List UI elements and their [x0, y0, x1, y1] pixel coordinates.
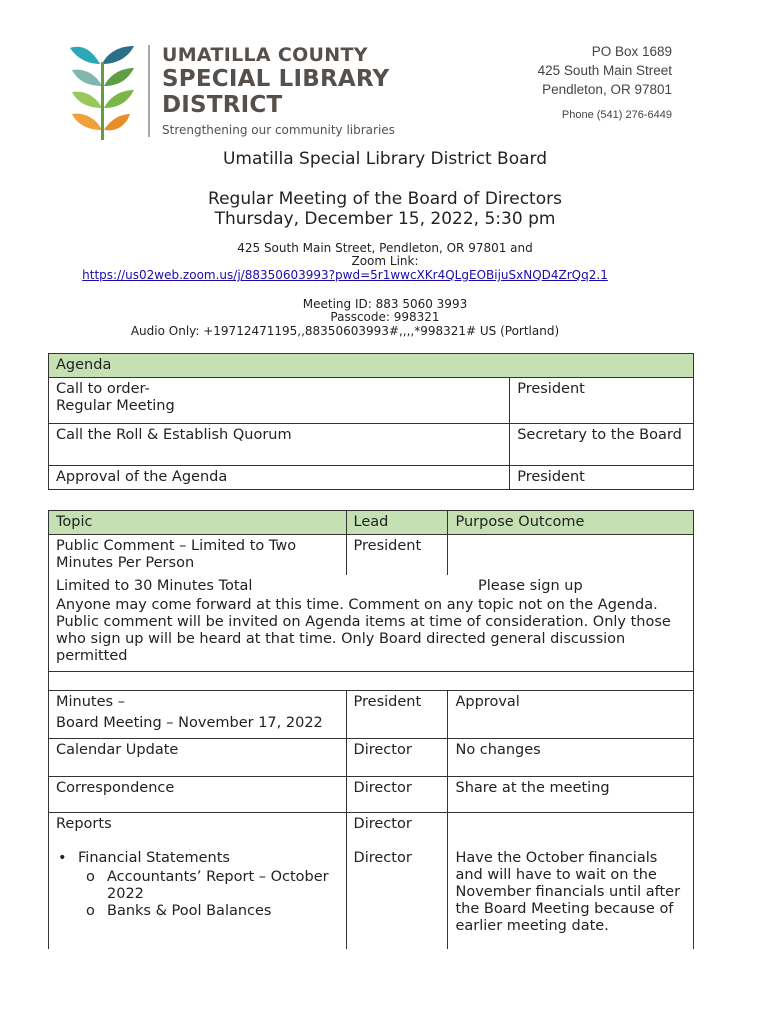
public-comment-details — [49, 575, 694, 672]
outcome-cell: No changes — [448, 739, 694, 777]
lead-cell: President — [346, 691, 448, 739]
table-row — [49, 847, 694, 949]
list-item: o Accountants’ Report – October 2022 — [56, 869, 339, 903]
topic-cell: Public Comment – Limited to Two Minutes Per Person — [49, 535, 347, 576]
table-row — [49, 424, 694, 466]
col-topic: Topic — [49, 511, 347, 535]
org-name-line2: SPECIAL LIBRARY — [162, 66, 390, 92]
phone-number: Phone (541) 276-6449 — [561, 109, 672, 121]
agenda-lead: Secretary to the Board — [510, 424, 694, 466]
list-item: o Banks & Pool Balances — [56, 903, 339, 920]
outcome-cell: Have the October financials and will have to wait on the November financials until after the Board Meeting because of earlier meeting date. — [448, 847, 694, 949]
spacer-cell — [49, 672, 694, 691]
lead-cell: President — [346, 535, 448, 576]
topic-cell: Minutes – Board Meeting – November 17, 2022 — [49, 691, 347, 739]
table-row — [49, 739, 694, 777]
topics-header-row — [49, 511, 694, 535]
outcome-cell: Approval — [448, 691, 694, 739]
lead-cell: Director — [346, 739, 448, 777]
financial-list — [56, 850, 339, 920]
public-comment-limit: Limited to 30 Minutes Total — [56, 578, 253, 594]
topic-cell: Correspondence — [49, 777, 347, 813]
meeting-type: Regular Meeting of the Board of Directors — [208, 189, 562, 209]
public-comment-signup: Please sign up — [478, 578, 583, 594]
agenda-table — [48, 353, 694, 490]
meeting-location: 425 South Main Street, Pendleton, OR 97801 and — [237, 241, 533, 255]
agenda-header-row — [49, 354, 694, 378]
agenda-lead: President — [510, 378, 694, 424]
table-row — [49, 813, 694, 847]
col-outcome: Purpose Outcome — [448, 511, 694, 535]
zoom-label: Zoom Link: — [351, 254, 419, 268]
table-row — [49, 575, 694, 672]
zoom-link[interactable]: https://us02web.zoom.us/j/88350603993?pwd=5r1wwcXKr4QLgEOBijuSxNQD4ZrQq2.1 — [82, 268, 608, 282]
agenda-lead: President — [510, 466, 694, 490]
document-title: Umatilla Special Library District Board — [222, 149, 547, 169]
org-tagline: Strengthening our community libraries — [162, 123, 395, 137]
table-row — [49, 378, 694, 424]
passcode: Passcode: 998321 — [330, 310, 440, 324]
agenda-item: Approval of the Agenda — [49, 466, 510, 490]
lead-cell: Director — [346, 777, 448, 813]
public-comment-text: Anyone may come forward at this time. Comment on any topic not on the Agenda. Public comment will be invited on Agenda items at time of consideration. Only those who sign up will be heard at that time. Only Board directed general discussion permitted — [56, 597, 671, 664]
topic-cell: Reports — [49, 813, 347, 847]
org-name-line3: DISTRICT — [162, 92, 283, 118]
list-item: • Financial Statements — [56, 850, 339, 867]
agenda-item: Call to order- Regular Meeting — [49, 378, 510, 424]
topics-table — [48, 510, 694, 949]
outcome-cell: Share at the meeting — [448, 777, 694, 813]
zoom-link-row — [0, 269, 730, 282]
topic-cell — [49, 847, 347, 949]
meeting-datetime: Thursday, December 15, 2022, 5:30 pm — [214, 209, 556, 229]
address-line3: Pendleton, OR 97801 — [542, 82, 672, 97]
topic-cell: Calendar Update — [49, 739, 347, 777]
library-logo-icon — [68, 42, 138, 142]
outcome-cell — [448, 535, 694, 576]
table-spacer-row — [49, 672, 694, 691]
address-line2: 425 South Main Street — [537, 63, 672, 78]
lead-cell: Director — [346, 847, 448, 949]
logo-divider — [148, 45, 150, 137]
address-line1: PO Box 1689 — [591, 44, 672, 59]
table-row — [49, 535, 694, 576]
lead-cell: Director — [346, 813, 448, 847]
audio-only: Audio Only: +19712471195,,88350603993#,,,,*998321# US (Portland) — [130, 324, 560, 338]
agenda-header: Agenda — [49, 354, 694, 378]
agenda-item: Call the Roll & Establish Quorum — [49, 424, 510, 466]
org-name-line1: UMATILLA COUNTY — [162, 44, 368, 66]
table-row — [49, 466, 694, 490]
table-row — [49, 777, 694, 813]
meeting-id: Meeting ID: 883 5060 3993 — [302, 297, 468, 311]
table-row — [49, 691, 694, 739]
col-lead: Lead — [346, 511, 448, 535]
outcome-cell — [448, 813, 694, 847]
